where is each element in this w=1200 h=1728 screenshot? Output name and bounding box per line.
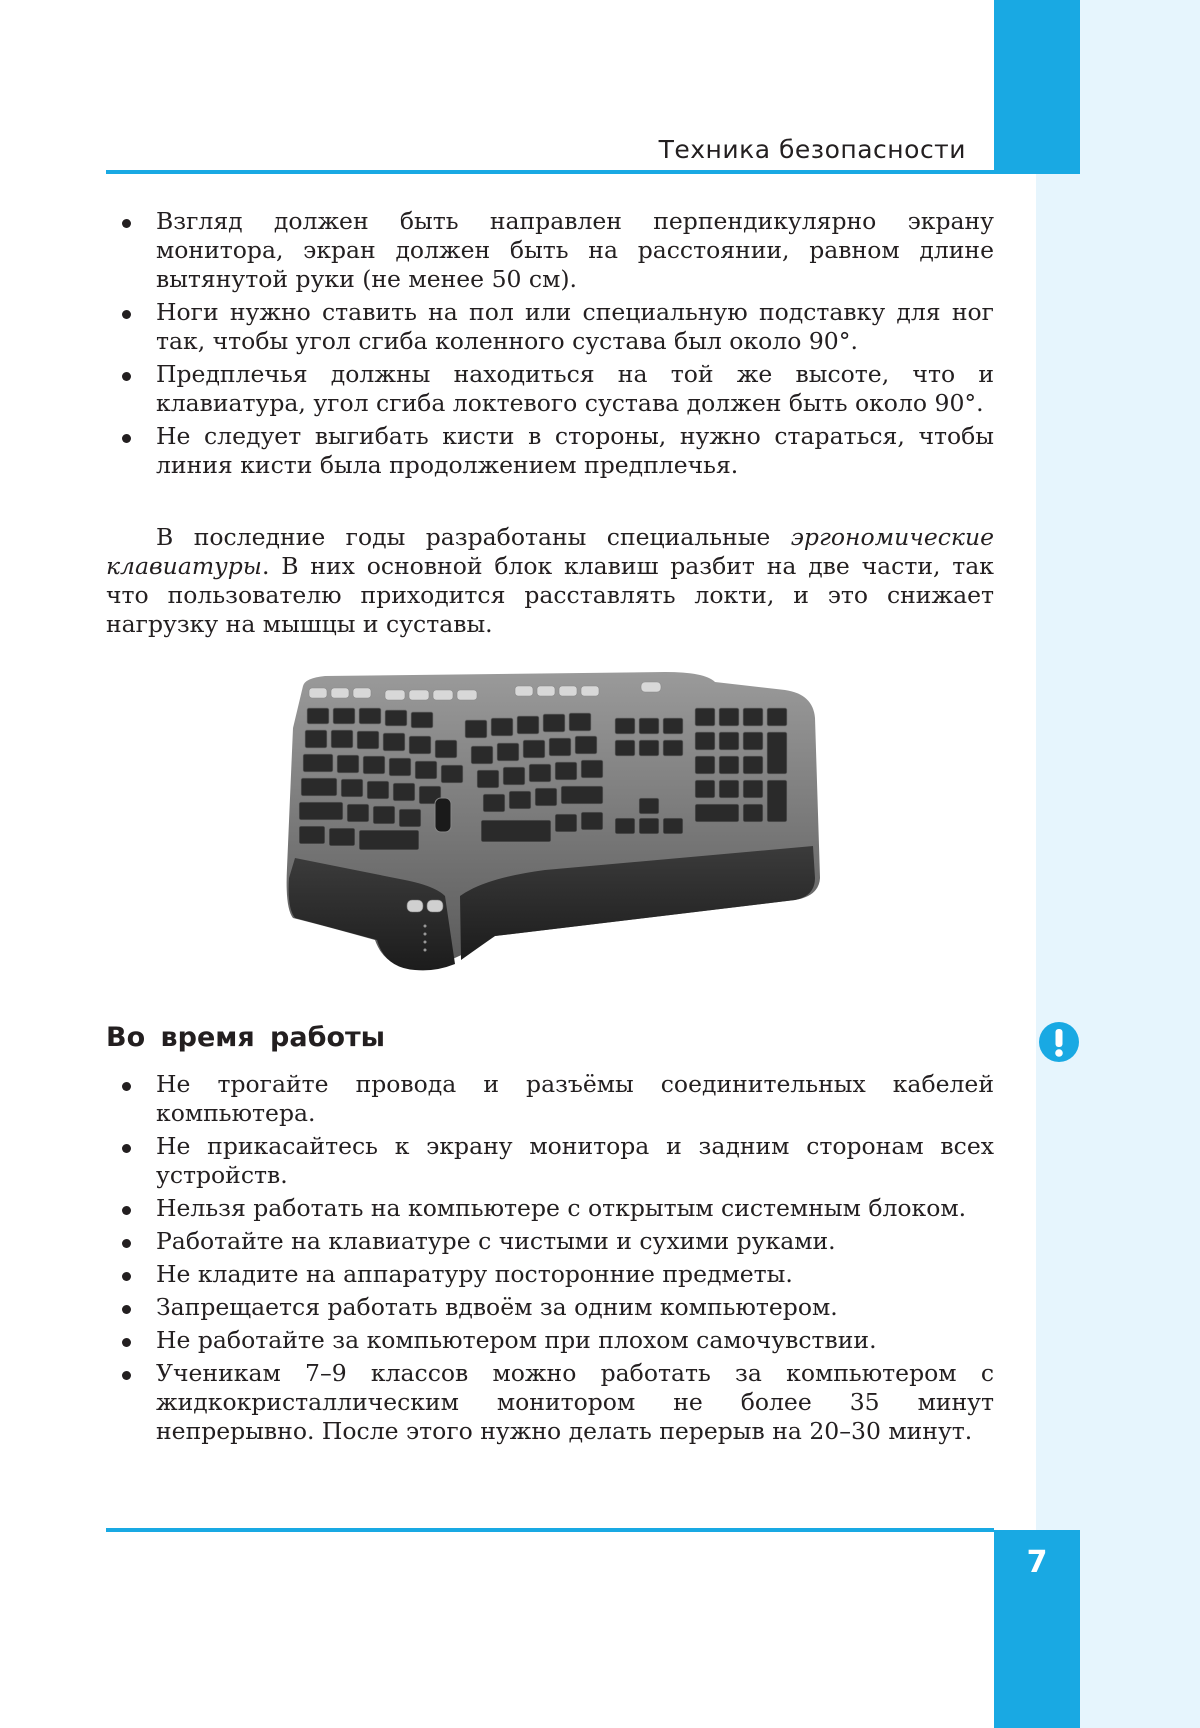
header-rule [106, 170, 994, 174]
ergonomic-keyboards-paragraph [106, 523, 994, 639]
list-item-text: Запрещается работать вдвоём за одним компьютером. [156, 1293, 838, 1321]
list-item-text: Не следует выгибать кисти в стороны, нужно стараться, чтобы линия кисти была продолжением предплечья. [156, 422, 994, 479]
bullet-icon [122, 310, 131, 319]
bullet-icon [122, 1305, 131, 1314]
bullet-icon [122, 1082, 131, 1091]
bullet-icon [122, 434, 131, 443]
safety-list-top [106, 207, 994, 484]
bullet-icon [122, 1338, 131, 1347]
list-item [106, 207, 994, 294]
paragraph-term: эргономические клавиатуры [106, 523, 994, 580]
list-item [106, 1260, 994, 1289]
bullet-icon [122, 1371, 131, 1380]
exclamation-icon [1038, 1021, 1080, 1063]
list-item [106, 1326, 994, 1355]
list-item [106, 1293, 994, 1322]
right-margin-band [1036, 0, 1200, 1728]
list-item [106, 1359, 994, 1446]
paragraph-text: В последние годы разработаны специальные [156, 523, 791, 551]
list-item-text: Не работайте за компьютером при плохом самочувствии. [156, 1326, 877, 1354]
bullet-icon [122, 372, 131, 381]
bullet-icon [122, 1206, 131, 1215]
list-item-text: Ученикам 7–9 классов можно работать за компьютером с жидкокристаллическим монитором не более 35 минут непрерывно. После этого нужно делать перерыв на 20–30 минут. [156, 1359, 994, 1445]
bullet-icon [122, 1144, 131, 1153]
list-item-text: Предплечья должны находиться на той же высоте, что и клавиатура, угол сгиба локтевого сустава должен быть около 90°. [156, 360, 994, 417]
list-item-text: Не прикасайтесь к экрану монитора и задним сторонам всех устройств. [156, 1132, 994, 1189]
list-item-text: Взгляд должен быть направлен перпендикулярно экрану монитора, экран должен быть на расстоянии, равном длине вытянутой руки (не менее 50 см). [156, 207, 994, 293]
section-heading: Во время работы [106, 1022, 386, 1053]
page-number: 7 [1026, 1545, 1048, 1580]
paragraph-text-end: . В них основной блок клавиш разбит на две части, так что пользователю приходится расставлять локти, и это снижает нагрузку на мышцы и суставы. [106, 552, 994, 638]
bullet-icon [122, 219, 131, 228]
bullet-icon [122, 1272, 131, 1281]
list-item [106, 1070, 994, 1128]
list-item [106, 1194, 994, 1223]
safety-list-bottom [106, 1070, 994, 1450]
list-item-text: Ноги нужно ставить на пол или специальную подставку для ног так, чтобы угол сгиба коленного сустава был около 90°. [156, 298, 994, 355]
list-item-text: Не кладите на аппаратуру посторонние предметы. [156, 1260, 793, 1288]
list-item-text: Не трогайте провода и разъёмы соединительных кабелей компьютера. [156, 1070, 994, 1127]
header-tab [994, 0, 1080, 174]
list-item-text: Работайте на клавиатуре с чистыми и сухими руками. [156, 1227, 836, 1255]
ergonomic-keyboard-image [285, 668, 825, 978]
bullet-icon [122, 1239, 131, 1248]
footer-rule [106, 1528, 994, 1532]
list-item [106, 422, 994, 480]
list-item-text: Нельзя работать на компьютере с открытым системным блоком. [156, 1194, 967, 1222]
list-item [106, 360, 994, 418]
list-item [106, 1132, 994, 1190]
running-title: Техника безопасности [658, 135, 966, 164]
list-item [106, 1227, 994, 1256]
list-item [106, 298, 994, 356]
